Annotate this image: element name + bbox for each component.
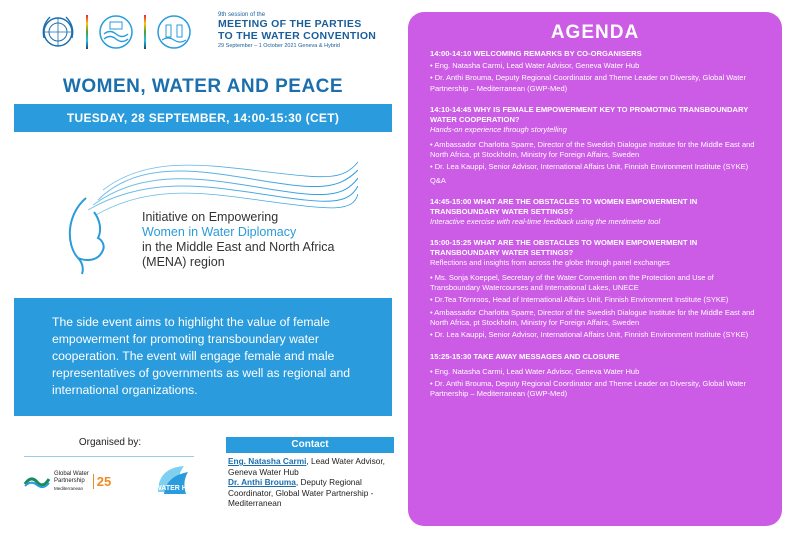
contact-2 bbox=[228, 477, 392, 509]
hub-label: WATER HUB bbox=[155, 485, 197, 492]
conference-title bbox=[218, 12, 408, 49]
conference-title-line-1: MEETING OF THE PARTIES bbox=[218, 18, 362, 30]
agenda-speaker: • Dr. Anthi Brouma, Deputy Regional Coordinator and Theme Leader on Diversity, Global Water Partnership – Mediterranean (GWP-Med) bbox=[430, 378, 746, 399]
agenda-section-4-sub: Reflections and insights from across the globe through panel exchanges bbox=[430, 257, 670, 267]
agenda-speaker: • Dr. Anthi Brouma, Deputy Regional Coordinator and Theme Leader on Diversity, Global Water Partnership – Mediterranean (GWP-Med) bbox=[430, 73, 746, 93]
agenda-speaker: • Eng. Natasha Carmi, Lead Water Advisor, Geneva Water Hub bbox=[430, 366, 640, 376]
header-logos bbox=[34, 10, 198, 54]
agenda-speaker: • Ambassador Charlotta Sparre, Director of the Swedish Dialogue Institute for the Middle East and North Africa, pt Stockholm, Ministry for Foreign Affairs, Sweden bbox=[430, 139, 755, 160]
agenda-section-2-head: 14:10-14:45 WHY IS FEMALE EMPOWERMENT KEY TO PROMOTING TRANSBOUNDARY WATER COOPERATION? bbox=[430, 104, 749, 124]
gwp-wave-icon bbox=[24, 474, 50, 488]
gwp-25-badge: 25 bbox=[93, 474, 111, 489]
agenda-section-2 bbox=[430, 105, 760, 186]
initiative-line-3: in the Middle East and North Africa (MENA) region bbox=[142, 240, 335, 269]
agenda-speaker: • Eng. Natasha Carmi, Lead Water Advisor, Geneva Water Hub bbox=[430, 61, 640, 70]
un-emblem-icon bbox=[34, 11, 82, 53]
agenda-speaker: • Ambassador Charlotta Sparre, Director of the Swedish Dialogue Institute for the Middle East and North Africa, pt Stockholm, Ministry for Foreign Affairs, Sweden bbox=[430, 307, 755, 327]
contact-body bbox=[226, 453, 394, 512]
event-date: TUESDAY, 28 SEPTEMBER, 14:00-15:30 (CET) bbox=[14, 104, 392, 132]
conference-dates: 29 September – 1 October 2021 Geneva & Hybrid bbox=[218, 43, 340, 49]
agenda-section-3 bbox=[430, 197, 760, 227]
gwp-name bbox=[54, 471, 89, 492]
agenda-panel bbox=[408, 12, 782, 526]
divider bbox=[86, 15, 88, 49]
agenda-speaker: • Dr. Lea Kauppi, Senior Advisor, International Affairs Unit, Finnish Environment Institute (SYKE) bbox=[430, 330, 749, 340]
agenda-section-2-sub: Hands-on experience through storytelling bbox=[430, 124, 567, 134]
gwp-logo bbox=[24, 466, 134, 496]
agenda-section-1 bbox=[430, 49, 760, 94]
initiative-line-2: Women in Water Diplomacy bbox=[142, 225, 297, 239]
contact-2-role: , Deputy Regional Coordinator, Global Water Partnership - Mediterranean bbox=[228, 477, 374, 508]
agenda-section-5 bbox=[430, 352, 760, 400]
contact-1-role: , Lead Water Advisor, Geneva Water Hub bbox=[228, 456, 385, 477]
gwp-name-line-3: Mediterranean bbox=[54, 485, 84, 491]
divider bbox=[144, 15, 146, 49]
contact-title: Contact bbox=[226, 437, 394, 453]
agenda-section-3-head: 14:45-15:00 WHAT ARE THE OBSTACLES TO WOMEN EMPOWERMENT IN TRANSBOUNDARY WATER SETTINGS? bbox=[430, 196, 698, 216]
agenda-qa: Q&A bbox=[430, 175, 446, 185]
initiative-text bbox=[142, 210, 342, 270]
session-label: 9th session of the bbox=[218, 12, 266, 18]
gwp-name-line-1: Global Water bbox=[54, 470, 89, 477]
contact-1-name[interactable]: Eng. Natasha Carmi bbox=[228, 456, 307, 466]
organised-by-label: Organised by: bbox=[78, 437, 142, 448]
divider bbox=[24, 456, 194, 457]
initiative-line-1: Initiative on Empowering bbox=[142, 210, 279, 224]
contact-box bbox=[226, 437, 394, 512]
water-convention-icon bbox=[92, 11, 140, 53]
agenda-section-4 bbox=[430, 238, 760, 341]
contact-1 bbox=[228, 456, 392, 477]
agenda-section-5-head: 15:25-15:30 TAKE AWAY MESSAGES AND CLOSURE bbox=[430, 351, 620, 361]
agenda-section-4-head: 15:00-15:25 WHAT ARE THE OBSTACLES TO WOMEN EMPOWERMENT IN TRANSBOUNDARY WATER SETTINGS? bbox=[430, 237, 698, 257]
agenda-speaker: • Dr. Lea Kauppi, Senior Advisor, International Affairs Unit, Finnish Environment Institute (SYKE) bbox=[430, 162, 749, 172]
gwp-name-line-2: Partnership bbox=[54, 477, 85, 484]
conference-title-line-2: TO THE WATER CONVENTION bbox=[218, 30, 377, 42]
agenda-speaker: • Ms. Sonja Koeppel, Secretary of the Water Convention on the Protection and Use of Transboundary Watercourses and International Lakes, UNECE bbox=[430, 272, 714, 293]
contact-2-name[interactable]: Dr. Anthi Brouma bbox=[228, 477, 296, 487]
agenda-section-3-sub: Interactive exercise with real-time feedback using the mentimeter tool bbox=[430, 216, 661, 226]
geneva-water-hub-logo bbox=[154, 462, 198, 498]
agenda-section-1-head: 14:00-14:10 WELCOMING REMARKS BY CO-ORGANISERS bbox=[430, 49, 642, 58]
agenda-title: AGENDA bbox=[550, 22, 640, 43]
event-description: The side event aims to highlight the value of female empowerment for promoting transboundary water cooperation. The event will engage female and male representatives of governments as well as regional and international organizations. bbox=[14, 298, 392, 416]
event-title: WOMEN, WATER AND PEACE bbox=[62, 76, 344, 97]
geneva-city-icon bbox=[150, 11, 198, 53]
agenda-speaker: • Dr.Tea Törnroos, Head of International Affairs Unit, Finnish Environment Institute (SYKE) bbox=[430, 295, 729, 305]
